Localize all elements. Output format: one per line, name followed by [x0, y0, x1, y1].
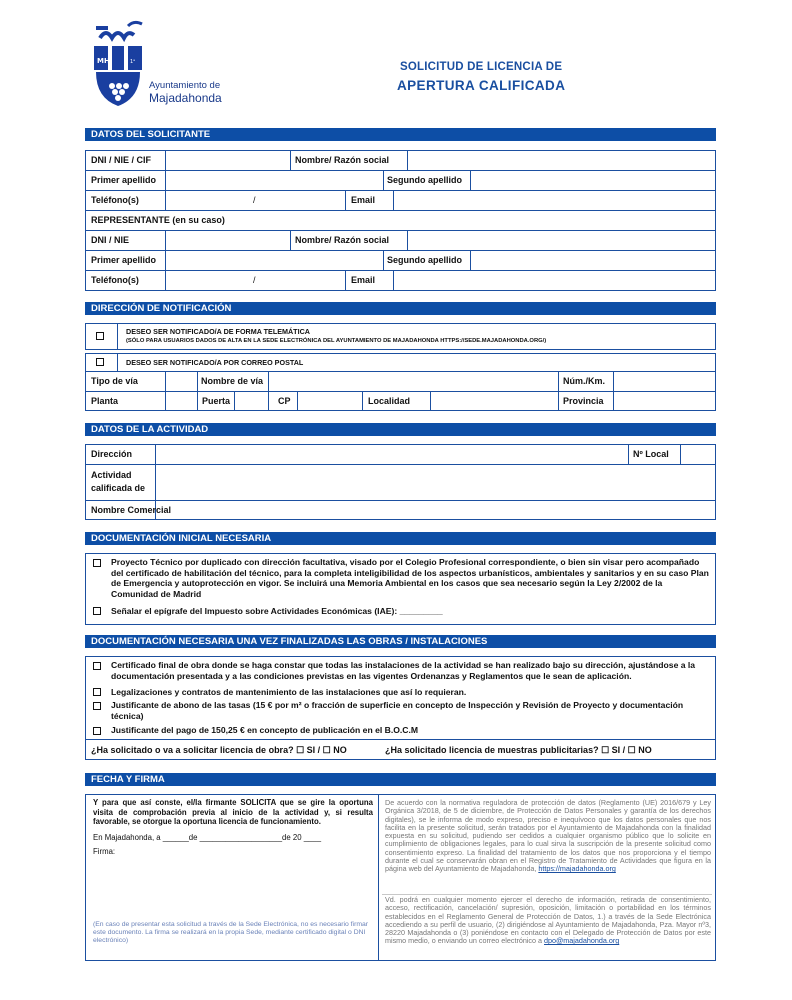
telefono-label: Teléfono(s): [91, 195, 139, 205]
rep-segundo-apellido-label: Segundo apellido: [387, 255, 463, 265]
doc-final-item4-text: Justificante del pago de 150,25 € en concepto de publicación en el B.O.C.M: [111, 725, 419, 735]
direccion-label: Dirección: [91, 449, 133, 459]
segundo-apellido-field[interactable]: [471, 171, 715, 189]
legal1-text: De acuerdo con la normativa reguladora de protección de datos (Reglamento (UE) 2016/679 y Ley Orgánica 3/2018, de 5 de diciembre, de Protección de Datos Personales y garantía de los derechos digitales), se le informa de modo expreso, preciso e inequívoco que los datos personales que nos facilita en la presente solicitud, serán tratados por el Ayuntamiento de Majadahonda con la finalidad expuesta en su solicitud, pudiendo ser cedidos a cualquier organismo público que lo solicite en cumplimiento de obligaciones legales, para lo cual sirva la suscripción de la presente solicitud como consentimiento expreso. La finalidad del tratamiento de los datos que nos proporciona y el tiempo durante el cual se conservarán obran en el Registro de Tratamiento de Actividades que figura en la página web del Ayuntamiento de Majadahonda,: [385, 798, 711, 874]
actividad-label-line2: calificada de: [91, 483, 146, 493]
doc-inicial-item1-checkbox[interactable]: [93, 559, 101, 567]
firma-area[interactable]: [120, 845, 370, 915]
tipo-via-label: Tipo de vía: [91, 376, 138, 386]
planta-field[interactable]: [166, 392, 196, 410]
firma-texto: Y para que así conste, el/la firmante SOLICITA que se gire la oportuna visita de comprobación previa al inicio de la actividad y, si resulta favorable, se otorgue la oportuna licencia de funcionamiento.: [93, 798, 373, 827]
firma-label: Firma:: [93, 847, 116, 856]
localidad-field[interactable]: [431, 392, 557, 410]
doc-final-item2-text: Legalizaciones y contratos de mantenimiento de las instalaciones que así lo requieran.: [111, 687, 467, 697]
postal-label: DESEO SER NOTIFICADO/A POR CORREO POSTAL: [126, 358, 304, 367]
section-header-actividad: DATOS DE LA ACTIVIDAD: [85, 423, 716, 436]
nombre-via-field[interactable]: [269, 372, 557, 390]
svg-text:MH: MH: [97, 57, 110, 65]
primer-apellido-field[interactable]: [166, 171, 382, 189]
doc-final-item3-checkbox[interactable]: [93, 702, 101, 710]
planta-label: Planta: [91, 396, 119, 406]
representante-label: REPRESENTANTE (en su caso): [91, 215, 225, 225]
rep-telefono-field[interactable]: [166, 271, 344, 289]
primer-apellido-label: Primer apellido: [91, 175, 157, 185]
nombre-comercial-label: Nombre Comercial: [91, 505, 172, 515]
legal2-text: Vd. podrá en cualquier momento ejercer el derecho de información, retirada de consentimiento, acceso, rectificación, cancelación/ supresión, oposición, limitación o portabilidad en los términos establecidos en el Reglamento General de Protección de Datos, 1.) a través de la Sede Electrónica accediendo a su perfil de usuario, (2) dirigiéndose al Ayuntamiento de Majadahonda, Pza. Mayor nº3, 28220 Majadahonda o (3) poniéndose en contacto con el Delegado de Protección de Datos por este mismo medio, o enviando un correo electrónico a: [385, 895, 711, 946]
rep-nombre-razon-field[interactable]: [408, 231, 715, 249]
direccion-field[interactable]: [156, 445, 627, 463]
rep-segundo-apellido-field[interactable]: [471, 251, 715, 269]
proteccion-datos-parrafo1: [385, 799, 711, 874]
document-title-line1: SOLICITUD DE LICENCIA DE: [400, 61, 563, 73]
telefono-field[interactable]: [166, 191, 344, 209]
doc-inicial-item2-checkbox[interactable]: [93, 607, 101, 615]
puerta-field[interactable]: [235, 392, 267, 410]
rep-email-field[interactable]: [394, 271, 715, 289]
section-header-notificacion: DIRECCIÓN DE NOTIFICACIÓN: [85, 302, 716, 315]
provincia-label: Provincia: [563, 396, 604, 406]
email-label: Email: [351, 195, 376, 205]
section-header-solicitante: DATOS DEL SOLICITANTE: [85, 128, 716, 141]
doc-final-item3-text: Justificante de abono de las tasas (15 € por m² o fracción de superficie en concepto de Inspección y Revisión de Proyecto y documentación técnica): [111, 700, 684, 721]
question-licencia-obra[interactable]: ¿Ha solicitado o va a solicitar licencia de obra? ☐ SI / ☐ NO: [91, 745, 347, 755]
n-local-label: Nº Local: [633, 449, 669, 459]
localidad-label: Localidad: [368, 396, 411, 406]
nombre-via-label: Nombre de vía: [201, 376, 264, 386]
doc-final-item2-checkbox[interactable]: [93, 688, 101, 696]
rep-primer-apellido-label: Primer apellido: [91, 255, 157, 265]
svg-text:1ᵃ: 1ᵃ: [130, 59, 136, 65]
dni-nie-cif-field[interactable]: [166, 151, 289, 169]
provincia-field[interactable]: [614, 392, 715, 410]
rep-primer-apellido-field[interactable]: [166, 251, 382, 269]
rep-telefono-label: Teléfono(s): [91, 275, 139, 285]
proteccion-datos-parrafo2: [385, 896, 711, 946]
section-header-doc-final: DOCUMENTACIÓN NECESARIA UNA VEZ FINALIZADAS LAS OBRAS / INSTALACIONES: [85, 635, 716, 648]
rep-telefono-separator: /: [253, 275, 256, 285]
firma-nota-sede: (En caso de presentar esta solicitud a través de la Sede Electrónica, no es necesario firmar este documento. La firma se realizará en la propia Sede, mediante certificado digital o DNI electrónico): [93, 921, 369, 944]
nombre-razon-field[interactable]: [408, 151, 715, 169]
telematica-checkbox[interactable]: [96, 332, 104, 340]
rep-dni-nie-label: DNI / NIE: [91, 235, 130, 245]
n-local-field[interactable]: [681, 445, 715, 463]
doc-final-item1-text: Certificado final de obra donde se haga constar que todas las instalaciones de la actividad se han realizado bajo su dirección, ajustándose a la documentación presentada y a las condiciones previstas en las vigentes Ordenanzas y Reglamentos que le sean de aplicación.: [111, 660, 696, 681]
telefono-separator: /: [253, 195, 256, 205]
question-licencia-muestras[interactable]: ¿Ha solicitado licencia de muestras publicitarias? ☐ SI / ☐ NO: [385, 745, 652, 755]
municipality-name: Majadahonda: [149, 91, 222, 105]
postal-checkbox[interactable]: [96, 358, 104, 366]
rep-dni-nie-field[interactable]: [166, 231, 289, 249]
nombre-comercial-field[interactable]: [156, 501, 715, 519]
majadahonda-logo: [88, 20, 148, 112]
telematica-label: DESEO SER NOTIFICADO/A DE FORMA TELEMÁTICA: [126, 327, 310, 336]
actividad-field[interactable]: [156, 465, 715, 499]
document-title-line2: APERTURA CALIFICADA: [397, 78, 566, 93]
tipo-via-field[interactable]: [166, 372, 196, 390]
email-field[interactable]: [394, 191, 715, 209]
doc-final-item4-checkbox[interactable]: [93, 727, 101, 735]
firma-fecha-line[interactable]: En Majadahonda, a ______de ___________________de 20 ____: [93, 833, 322, 842]
nombre-razon-label: Nombre/ Razón social: [295, 155, 390, 165]
cp-label: CP: [278, 396, 291, 406]
cp-field[interactable]: [298, 392, 361, 410]
puerta-label: Puerta: [202, 396, 231, 406]
section-header-doc-inicial: DOCUMENTACIÓN INICIAL NECESARIA: [85, 532, 716, 545]
doc-inicial-item1-text: Proyecto Técnico por duplicado con dirección facultativa, visado por el Colegio Profesional correspondiente, o bien sin visar pero acompañado del certificado de habilitación del técnico, para la completa inteligibilidad de los aspectos urbanísticos, ambientales y sanitarios y en su caso Plan de Emergencia y autoprotección en vigor. Se incluirá una Memoria Ambiental en los casos que sea necesario según la Ley 2/2002 de la Comunidad de Madrid: [111, 557, 709, 599]
num-km-field[interactable]: [614, 372, 715, 390]
doc-inicial-item2-text: Señalar el epígrafe del Impuesto sobre Actividades Económicas (IAE): _________: [111, 606, 443, 616]
num-km-label: Núm./Km.: [563, 376, 606, 386]
municipality-label: Ayuntamiento de: [149, 80, 221, 91]
telematica-note: (SÓLO PARA USUARIOS DADOS DE ALTA EN LA SEDE ELECTRÓNICA DEL AYUNTAMIENTO DE MAJADAHONDA HTTPS://SEDE.MAJADAHONDA.ORG/): [126, 338, 547, 344]
doc-final-item1-checkbox[interactable]: [93, 662, 101, 670]
section-header-firma: FECHA Y FIRMA: [85, 773, 716, 786]
segundo-apellido-label: Segundo apellido: [387, 175, 463, 185]
dni-nie-cif-label: DNI / NIE / CIF: [91, 155, 152, 165]
rep-email-label: Email: [351, 275, 376, 285]
dpo-email-link[interactable]: dpo@majadahonda.org: [544, 936, 620, 946]
majadahonda-web-link[interactable]: https://majadahonda.org: [538, 864, 616, 874]
rep-nombre-razon-label: Nombre/ Razón social: [295, 235, 390, 245]
actividad-label-line1: Actividad: [91, 470, 132, 480]
